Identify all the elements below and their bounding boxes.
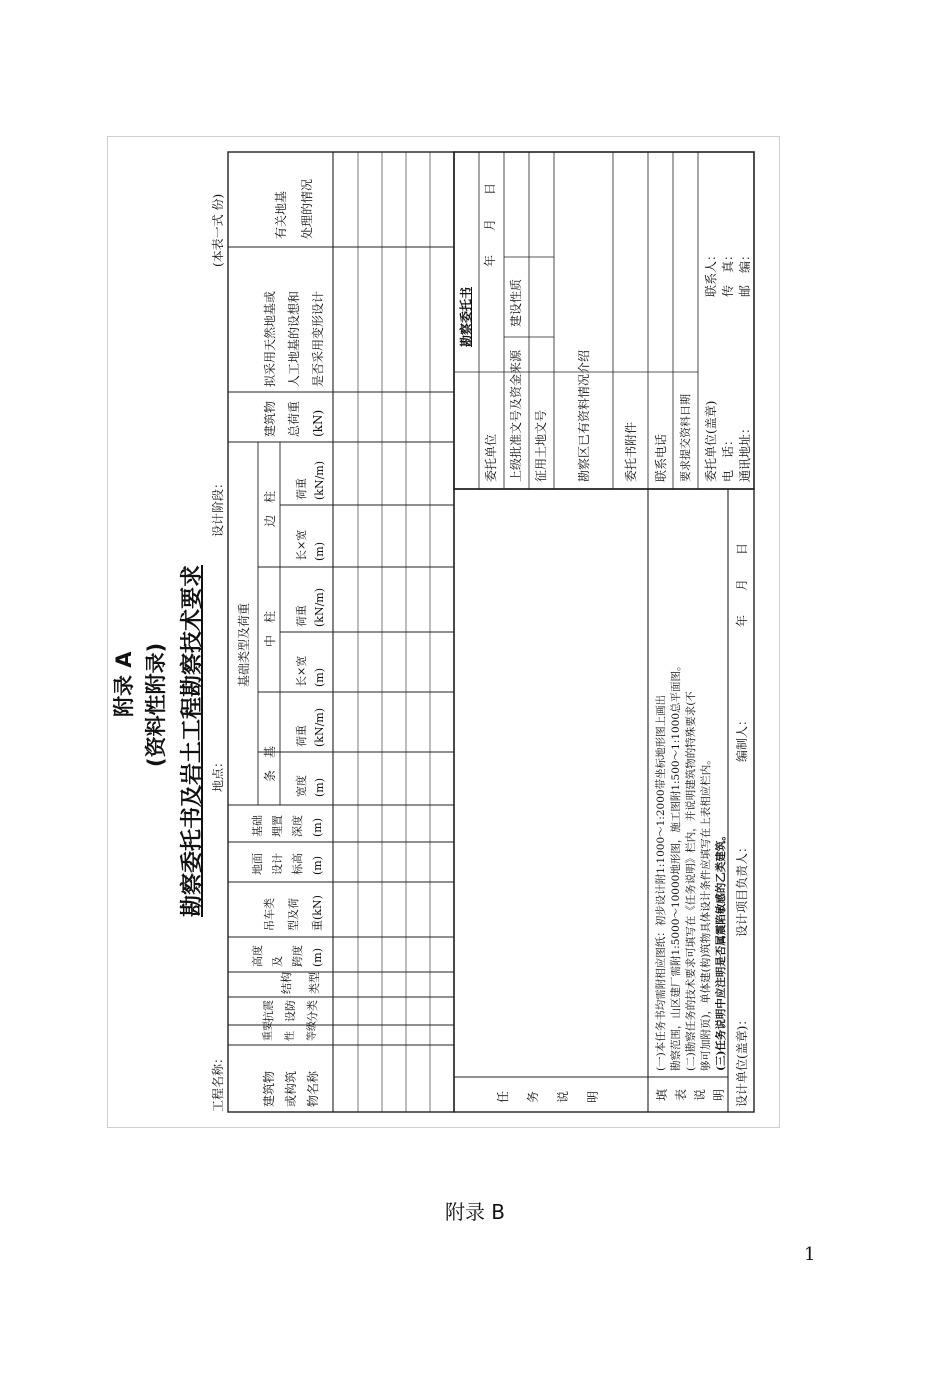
header-importance: 重要 性 等级 [263, 1021, 318, 1041]
submit-date-label: 要求提交资料日期 [679, 394, 692, 482]
header-middle-column: 中 柱 [263, 610, 277, 647]
header-strip-width: 宽度 (m) [295, 775, 326, 797]
header-building-name: 建筑物 或构筑 物名称 [262, 1070, 320, 1107]
appendix-b-heading: 附录 B [444, 1200, 506, 1224]
note-2: 勘察范围，山区建厂需附1:5000～10000地形图，施工图附1:500～1:1000总平面图。 [670, 660, 682, 1071]
sign-date: 年 月 日 [735, 542, 749, 627]
location-label: 地点： [211, 755, 225, 792]
header-seismic: 抗震 设防 分类 [262, 1000, 319, 1022]
approval-label: 上级批准文号及资金来源 [509, 349, 523, 482]
fill-instructions-label: 填 表 说 明 [655, 1088, 726, 1101]
project-name-label: 工程名称： [211, 1051, 225, 1112]
compiler-label: 编制人： [735, 713, 749, 762]
header-height-span: 高度 及 跨度 (m) [251, 945, 324, 967]
note-3: (二)勘察任务的技术要求可填写在《任务说明》栏内，并说明建筑物的特殊要求(不 [685, 691, 697, 1071]
page-number: 1 [804, 1244, 816, 1265]
header-total-load: 建筑物 总荷重 (kN) [263, 400, 325, 437]
header-natural-ground: 拟采用天然地基或 人工地基的设想和 是否采用变形设计 [263, 290, 325, 387]
header-middle-load: 荷重 (kN/m) [295, 587, 326, 627]
postcode-label: 邮 编： [738, 248, 752, 297]
design-stage-label: 设计阶段： [211, 476, 225, 537]
scanned-form-image [107, 136, 780, 1128]
contact-phone-label: 联系电话 [654, 433, 668, 482]
fax-label: 传 真： [721, 248, 735, 297]
design-unit-label: 设计单位(盖章)： [735, 1013, 749, 1107]
phone-label: 电 话： [721, 433, 735, 482]
entrust-date: 年 月 日 [483, 182, 497, 267]
header-foundation-group: 基础类型及荷重 [237, 602, 251, 687]
header-strip-load: 荷重 (kN/m) [295, 707, 326, 747]
header-ground-elevation: 地面 设计 标高 (m) [251, 853, 324, 875]
copies-label: (本表一式 份) [211, 193, 225, 267]
appendix-a-title: 附录 A [112, 651, 136, 717]
task-description-label: 任 务 说 明 [496, 1090, 600, 1103]
land-approval-label: 征用土地文号 [534, 409, 548, 482]
form-title: 勘察委托书及岩土工程勘察技术要求 [180, 564, 205, 917]
header-middle-lw: 长×宽 (m) [295, 655, 326, 687]
construction-nature-label: 建设性质 [509, 278, 523, 327]
attachments-label: 委托书附件 [624, 421, 638, 482]
note-5: (三)任务说明中应注明是否属震陷敏感的乙类建筑。 [715, 830, 727, 1071]
note-4: 够可加附页)，单体建(构)筑物具体设计条件应填写在上表相应栏内。 [700, 754, 712, 1071]
entrusting-unit-seal-label: 委托单位(盖章) [704, 400, 718, 482]
header-foundation-depth: 基础 埋置 深度 (m) [251, 815, 324, 837]
appendix-a-subtitle: (资料性附录) [144, 642, 168, 767]
header-side-load: 荷重 (kN/m) [295, 460, 326, 500]
entrust-title: 勘察委托书 [459, 286, 473, 347]
header-crane: 吊车类 型及荷 重(kN) [263, 895, 324, 931]
note-1: (一)本任务书均需附相应图纸：初步设计附1:1000～1:2000带坐标地形图上画出 [655, 694, 667, 1071]
header-strip: 条 基 [263, 745, 277, 782]
project-leader-label: 设计项目负责人： [735, 840, 749, 937]
address-label: 通讯地址： [738, 421, 752, 482]
header-structure-type: 结构 类型 [280, 972, 321, 994]
header-side-column: 边 柱 [263, 490, 277, 527]
rotated-form [108, 137, 779, 1127]
fill-instructions-notes [654, 660, 729, 1071]
contact-person-label: 联系人： [704, 248, 718, 297]
existing-data-label: 勘察区已有资料情况介绍 [577, 349, 591, 482]
header-ground-treatment: 有关地基 处理的情况 [274, 178, 314, 239]
header-side-lw: 长×宽 (m) [295, 529, 326, 561]
client-unit-label: 委托单位 [484, 433, 498, 482]
